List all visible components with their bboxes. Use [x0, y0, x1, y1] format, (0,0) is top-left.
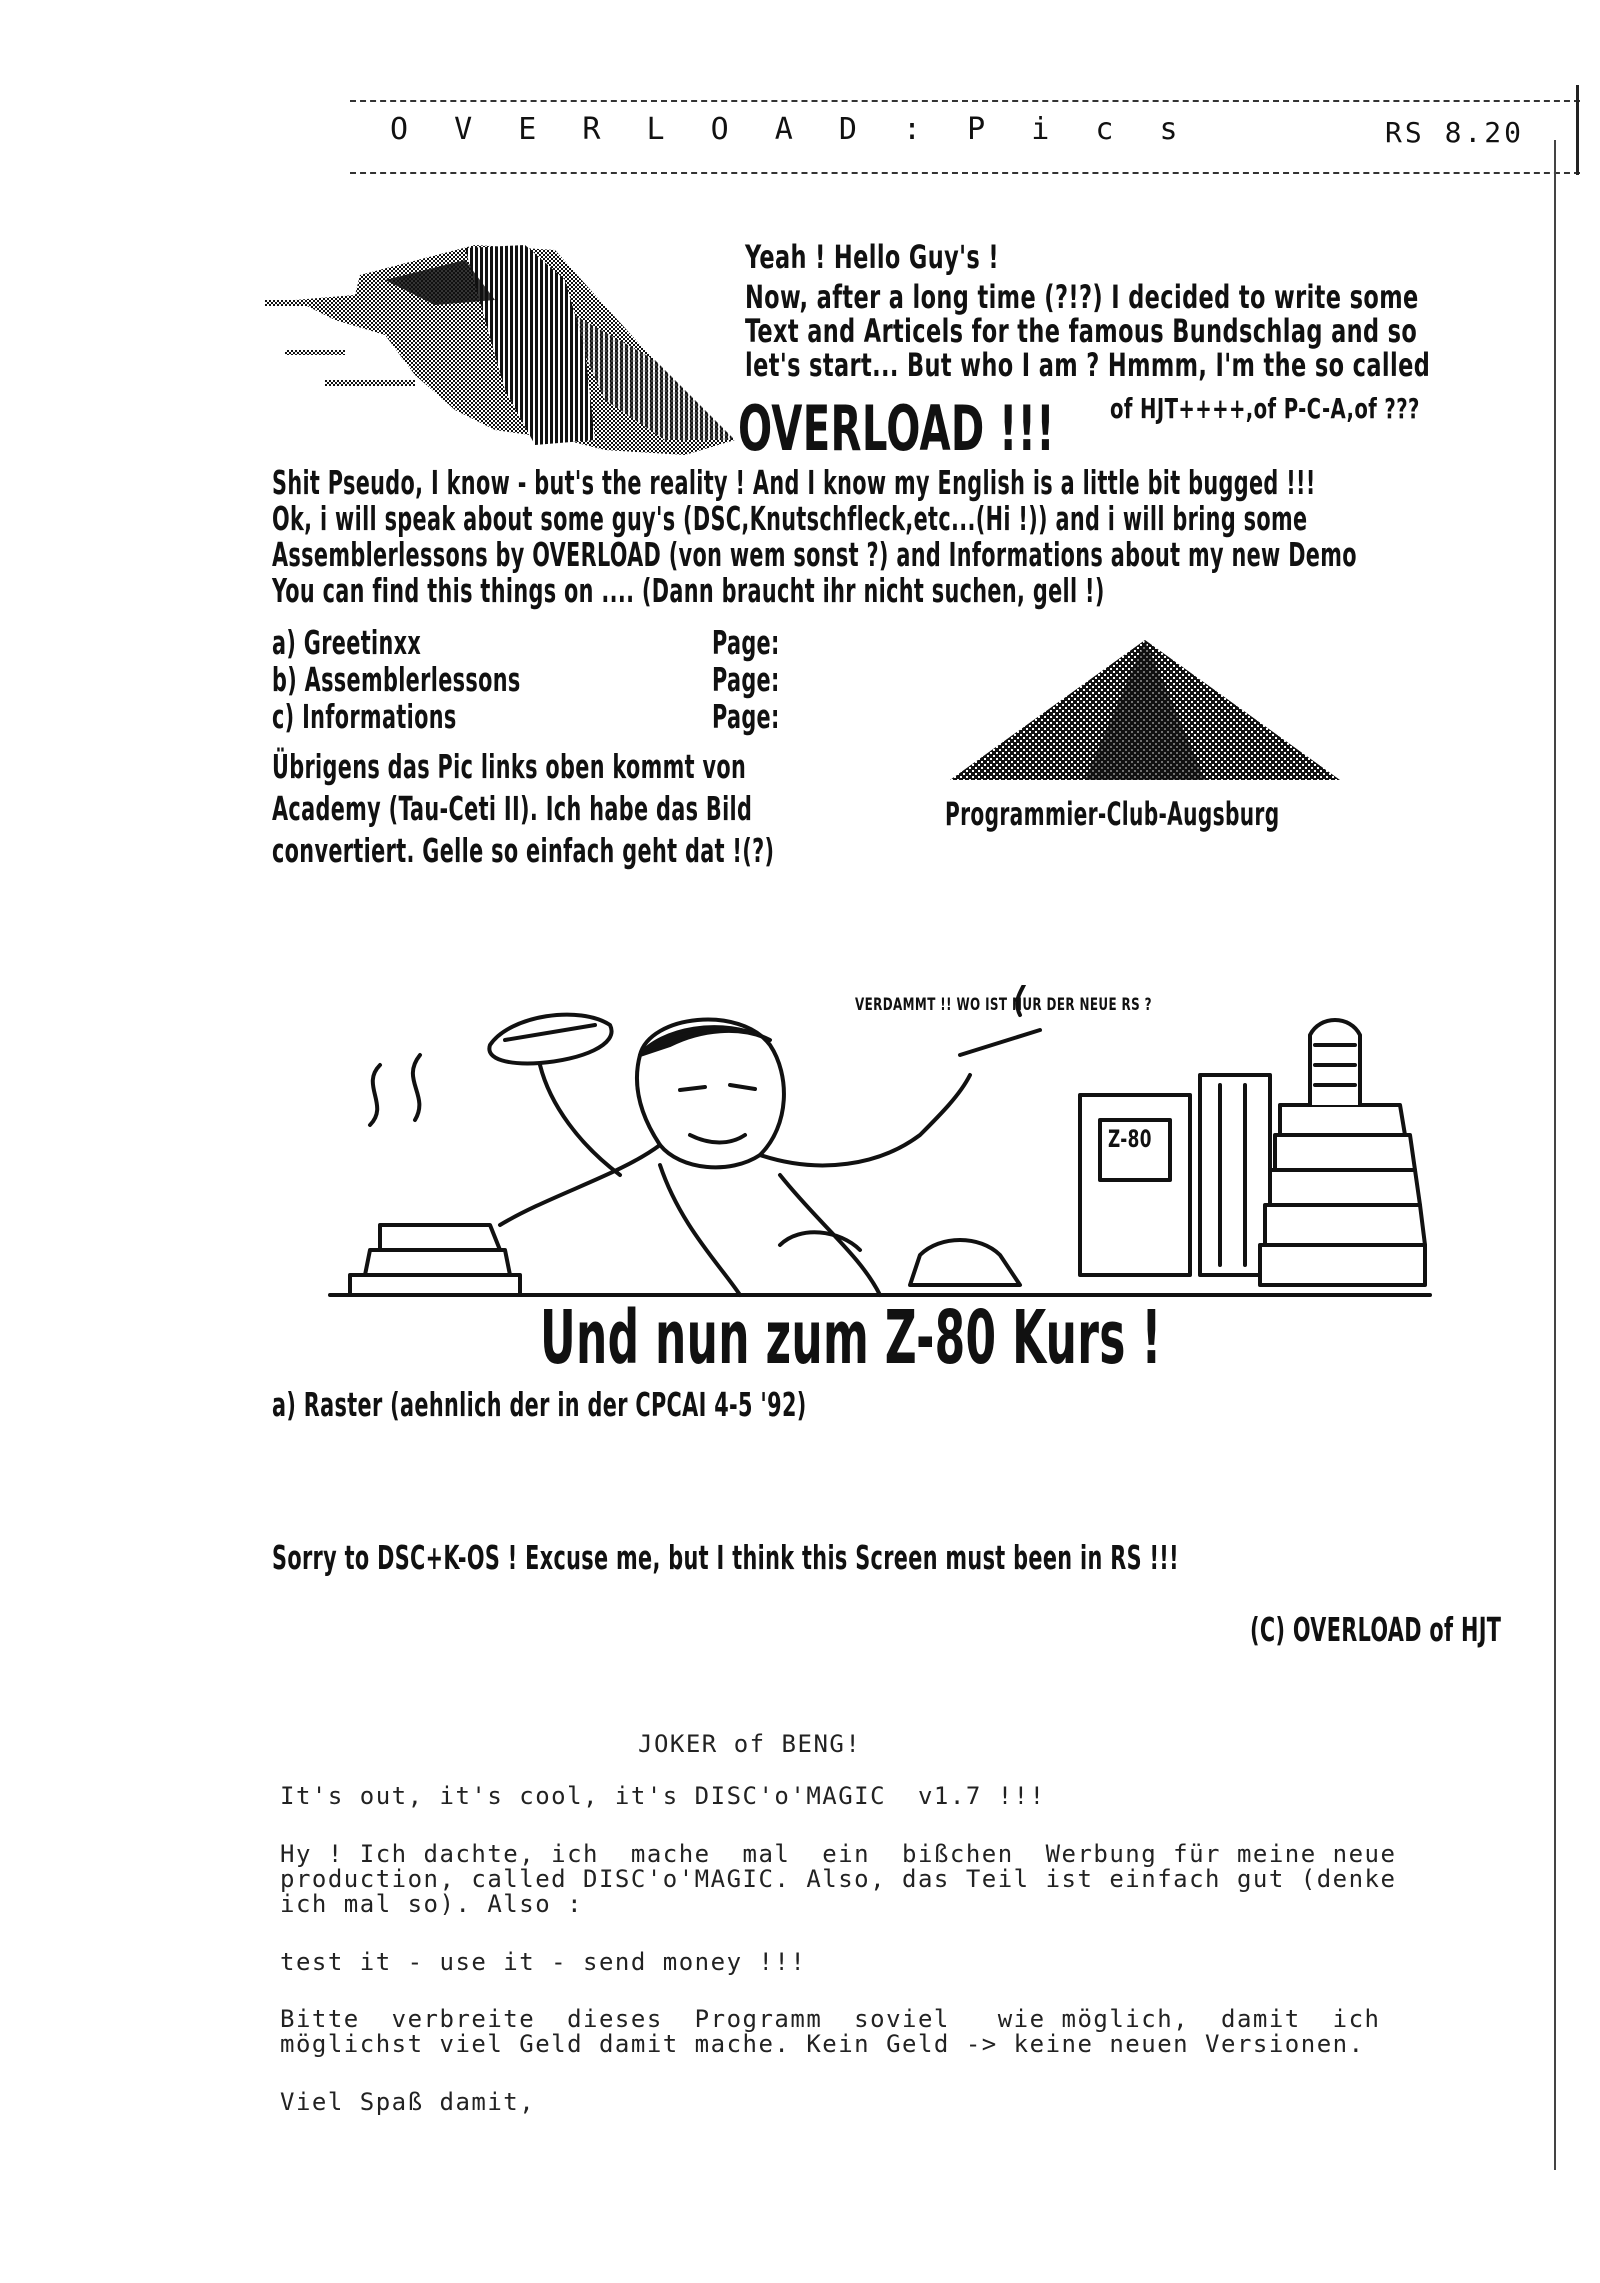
page-margin-rule: [1554, 140, 1556, 2170]
academy-picture: [265, 240, 745, 460]
intro-line: Text and Articels for the famous Bundschlag and so: [745, 312, 1418, 350]
body-line: Ok, i will speak about some guy's (DSC,Knutschfleck,etc...(Hi !)) and i will bring some: [272, 499, 1308, 538]
affiliations: of HJT++++,of P-C-A,of ???: [1110, 392, 1420, 425]
greeting-line: Yeah ! Hello Guy's !: [745, 238, 999, 276]
toc-page: Page:: [712, 660, 780, 699]
intro-line: let's start... But who I am ? Hmmm, I'm the so called: [745, 346, 1431, 384]
body-line: Shit Pseudo, I know - but's the reality ! And I know my English is a little bit bugged !!!: [272, 463, 1316, 502]
toc-item: a) Greetinxx: [272, 623, 422, 662]
joker-paragraph-line: Hy ! Ich dachte, ich mache mal ein bißchen Werbung für meine neue: [280, 1840, 1397, 1868]
apology-line: Sorry to DSC+K-OS ! Excuse me, but I think this Screen must been in RS !!!: [272, 1538, 1179, 1577]
joker-paragraph-line: production, called DISC'o'MAGIC. Also, das Teil ist einfach gut (denke: [280, 1865, 1397, 1893]
course-item: a) Raster (aehnlich der in der CPCAI 4-5 '92): [272, 1385, 807, 1424]
joker-paragraph-line: möglichst viel Geld damit mache. Kein Geld -> keine neuen Versionen.: [280, 2030, 1365, 2058]
header-rule-top: [350, 100, 1580, 102]
cartoon-caption: VERDAMMT !! WO IST NUR DER NEUE RS ?: [855, 995, 1152, 1015]
pic-note-line: Academy (Tau-Ceti II). Ich habe das Bild: [272, 789, 753, 828]
intro-line: Now, after a long time (?!?) I decided to write some: [745, 278, 1419, 316]
body-line: Assemblerlessons by OVERLOAD (von wem sonst ?) and Informations about my new Demo: [272, 535, 1357, 574]
club-name: Programmier-Club-Augsburg: [945, 795, 1280, 833]
pic-note-line: convertiert. Gelle so einfach geht dat !(?): [272, 831, 775, 870]
joker-slogan: test it - use it - send money !!!: [280, 1948, 807, 1976]
body-line: You can find this things on .... (Dann braucht ihr nicht suchen, gell !): [272, 571, 1105, 610]
toc-item: c) Informations: [272, 697, 457, 736]
header-title: O V E R L O A D : P i c s: [390, 112, 1192, 147]
joker-paragraph-line: Bitte verbreite dieses Programm soviel wie möglich, damit ich: [280, 2005, 1381, 2033]
joker-paragraph-line: ich mal so). Also :: [280, 1890, 584, 1918]
computer-label: Z-80: [1108, 1125, 1152, 1153]
pyramid-logo: [945, 635, 1345, 785]
joker-title: JOKER of BENG!: [638, 1730, 862, 1758]
joker-closing: Viel Spaß damit,: [280, 2088, 536, 2116]
toc-page: Page:: [712, 697, 780, 736]
header-side-rule: [1576, 85, 1579, 175]
pic-note-line: Übrigens das Pic links oben kommt von: [272, 747, 747, 786]
overload-name: OVERLOAD !!!: [738, 392, 1055, 465]
issue-number: RS 8.20: [1385, 116, 1525, 149]
toc-page: Page:: [712, 623, 780, 662]
joker-headline: It's out, it's cool, it's DISC'o'MAGIC v1.7 !!!: [280, 1782, 1046, 1810]
copyright: (C) OVERLOAD of HJT: [1250, 1610, 1502, 1649]
toc-item: b) Assemblerlessons: [272, 660, 521, 699]
programmer-cartoon: [320, 985, 1440, 1305]
course-title: Und nun zum Z-80 Kurs !: [540, 1295, 1162, 1381]
header-rule-bottom: [350, 172, 1580, 174]
